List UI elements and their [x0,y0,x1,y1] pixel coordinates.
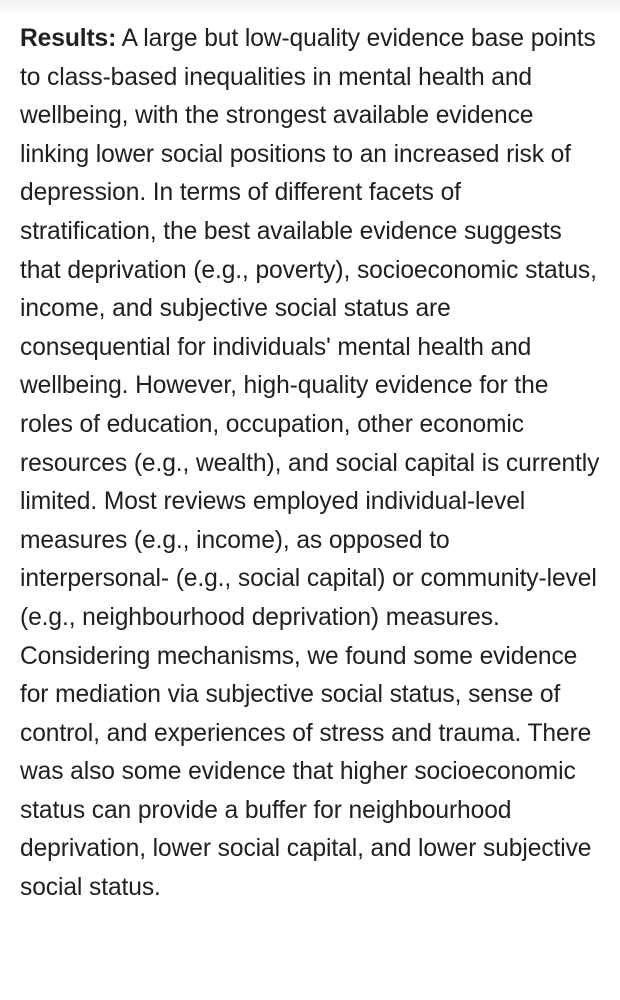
results-label: Results: [20,25,117,52]
top-edge-shadow [0,0,620,18]
results-body: A large but low-quality evidence base points to class-based inequalities in mental health and wellbeing, with the strongest available evidence linking lower social positions to an increased risk of depression. In terms of different facets of stratification, the best available evidence suggests that deprivation (e.g., poverty), socioeconomic status, income, and subjective social status are consequential for individuals' mental health and wellbeing. However, high-quality evidence for the roles of education, occupation, other economic resources (e.g., wealth), and social capital is currently limited. Most reviews employed individual-level measures (e.g., income), as opposed to interpersonal- (e.g., social capital) or community-level (e.g., neighbourhood deprivation) measures. Considering mechanisms, we found some evidence for mediation via subjective social status, sense of control, and experiences of stress and trauma. There was also some evidence that higher socioeconomic status can provide a buffer for neighbourhood deprivation, lower social capital, and lower subjective social status. [20,25,600,902]
results-paragraph [20,20,600,908]
